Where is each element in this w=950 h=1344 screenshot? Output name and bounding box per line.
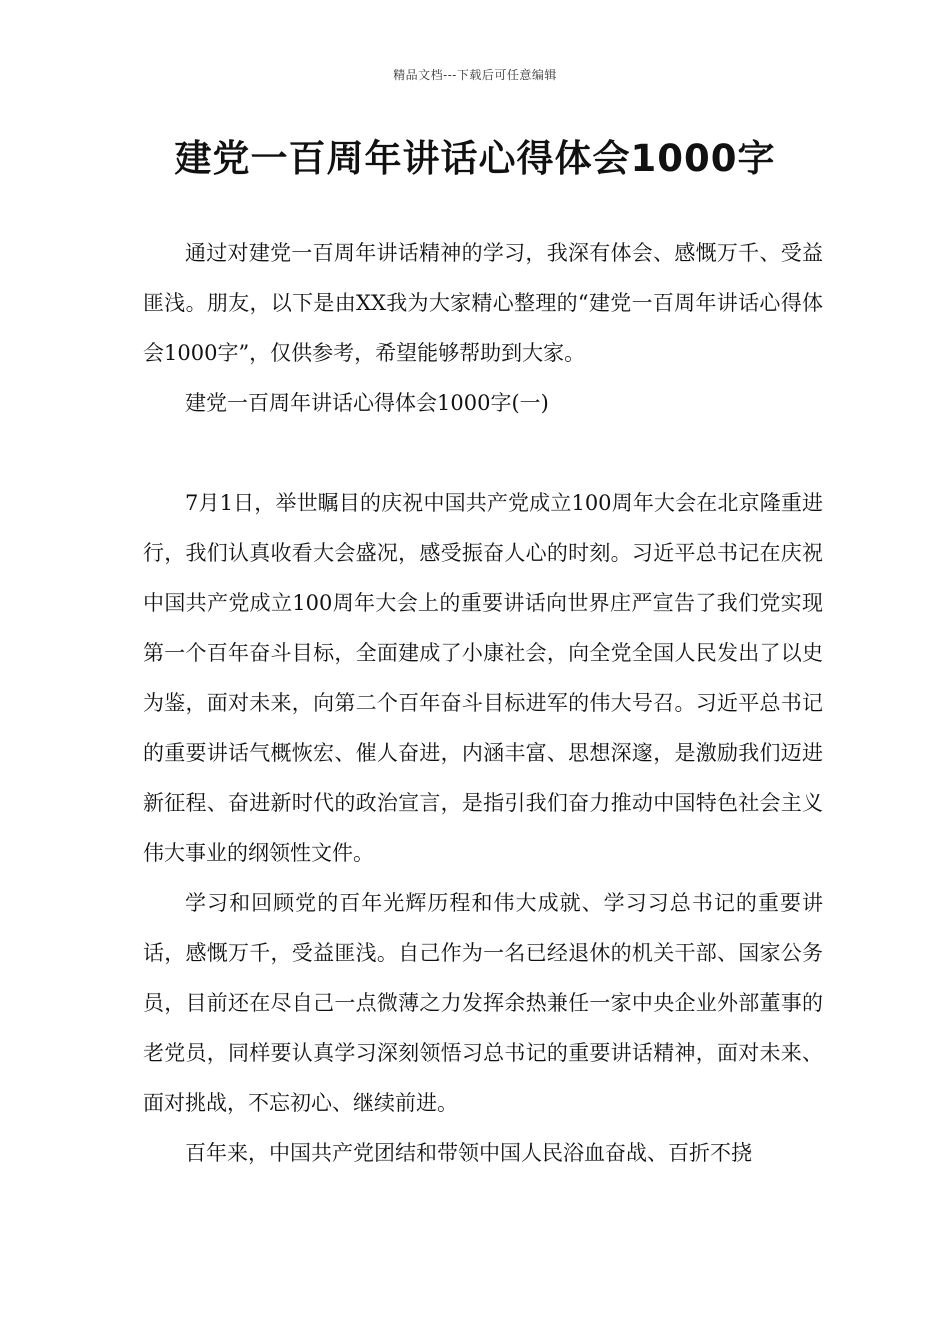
document-title: 建党一百周年讲话心得体会1000字 [174,137,776,180]
intro-paragraph: 通过对建党一百周年讲话精神的学习，我深有体会、感慨万千、受益匪浅。朋友，以下是由XX我为大家精心整理的“建党一百周年讲话心得体会1000字”，仅供参考，希望能够帮助到大家。 [143,241,823,365]
body-paragraph: 百年来，中国共产党团结和带领中国人民浴血奋战、百折不挠 [185,1141,752,1165]
body-paragraph: 7月1日，举世瞩目的庆祝中国共产党成立100周年大会在北京隆重进行，我们认真收看大会盛况，感受振奋人心的时刻。习近平总书记在庆祝中国共产党成立100周年大会上的重要讲话向世界庄严宣告了我们党实现第一个百年奋斗目标，全面建成了小康社会，向全党全国人民发出了以史为鉴，面对未来，向第二个百年奋斗目标进军的伟大号召。习近平总书记的重要讲话气概恢宏、催人奋进，内涵丰富、思想深邃，是激励我们迈进新征程、奋进新时代的政治宣言，是指引我们奋力推动中国特色社会主义伟大事业的纲领性文件。 [143,491,823,865]
document-body [143,228,823,1178]
section-heading: 建党一百周年讲话心得体会1000字(一) [185,391,549,415]
body-paragraph: 学习和回顾党的百年光辉历程和伟大成就、学习习总书记的重要讲话，感慨万千，受益匪浅。自己作为一名已经退休的机关干部、国家公务员，目前还在尽自己一点微薄之力发挥余热兼任一家中央企业外部董事的老党员，同样要认真学习深刻领悟习总书记的重要讲话精神，面对未来、面对挑战，不忘初心、继续前进。 [143,891,823,1115]
header-note: 精品文档---下载后可任意编辑 [393,68,557,82]
